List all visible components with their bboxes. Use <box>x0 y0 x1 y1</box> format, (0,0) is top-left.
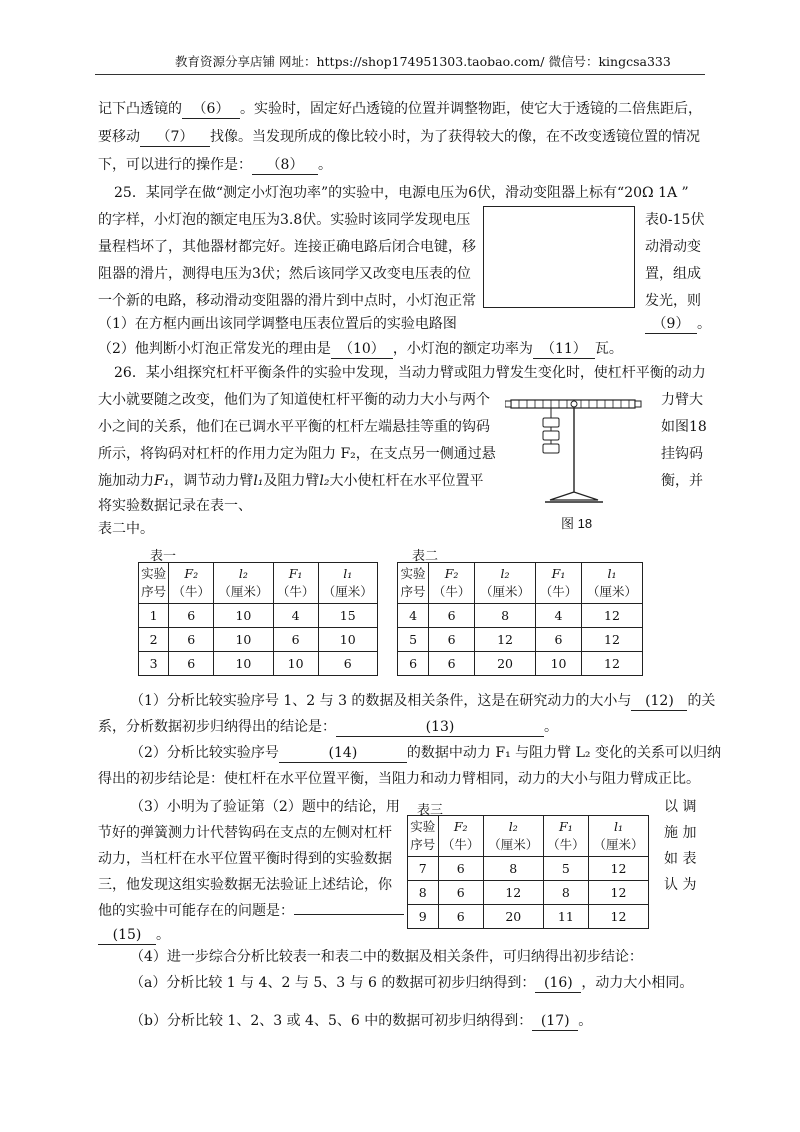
q25-line: （9） 。 <box>645 313 711 335</box>
q26-line: 如图18 <box>661 419 707 435</box>
table-cell: 12 <box>589 905 649 929</box>
table-cell: 6 <box>169 628 214 652</box>
table-header-cell: F₁ （牛） <box>543 816 588 857</box>
part4b-line: （b）分析比较 1、2、3 或 4、5、6 中的数据可初步归纳得到： (17) 。 <box>130 1013 593 1029</box>
q26-line: 施加动力F₁，调节动力臂l₁及阻力臂l₂大小使杠杆在水平位置平 <box>98 473 484 489</box>
q25-line: （1）在方框内画出该同学调整电压表位置后的实验电路图 <box>98 316 457 332</box>
lever-figure <box>505 392 645 510</box>
q25-line: 量程档坏了，其他器材都完好。连接正确电路后闭合电键，移 <box>98 239 476 255</box>
q26-line: 力臂大 <box>661 392 703 408</box>
part2-line: 得出的初步结论是：使杠杆在水平位置平衡，当阻力和动力臂相同，动力的大小与阻力臂成正比。 <box>98 771 700 787</box>
table-cell: 12 <box>582 604 643 628</box>
part3-line: 施 加 <box>664 825 697 841</box>
table-header-cell: F₂ （牛） <box>169 563 214 604</box>
q26-line: 衡，并 <box>661 473 703 489</box>
table-cell: 12 <box>483 881 543 905</box>
table-row <box>398 652 643 676</box>
table-cell: 6 <box>429 604 475 628</box>
table-cell: 10 <box>318 628 377 652</box>
table-cell: 12 <box>475 628 536 652</box>
table-header-row <box>398 563 643 604</box>
text-line: 记下凸透镜的 （6） 。实验时，固定好凸透镜的位置并调整物距，使它大于透镜的二倍焦距后， <box>98 101 702 117</box>
header-rule <box>95 74 705 75</box>
q25-line: （2）他判断小灯泡正常发光的理由是 （10） ，小灯泡的额定功率为 （11） 瓦。 <box>98 341 623 357</box>
table-row <box>139 628 378 652</box>
table-header-cell: 实验 序号 <box>398 563 429 604</box>
table-cell: 5 <box>398 628 429 652</box>
q25-line: 25．某同学在做“测定小灯泡功率”的实验中，电源电压为6伏，滑动变阻器上标有“20Ω 1A ” <box>114 185 689 201</box>
q26-line: 小之间的关系，他们在已调水平平衡的杠杆左端悬挂等重的钩码 <box>98 419 490 435</box>
q26-line: 将实验数据记录在表一、 <box>98 498 252 514</box>
table-cell: 6 <box>169 652 214 676</box>
q26-line: 表二中。 <box>98 521 154 537</box>
table-cell: 8 <box>408 881 439 905</box>
table-header-cell: l₁ （厘米） <box>318 563 377 604</box>
table-cell: 20 <box>475 652 536 676</box>
part3-line: 他的实验中可能存在的问题是： <box>98 900 404 922</box>
table-cell: 6 <box>398 652 429 676</box>
part4a-line: （a）分析比较 1 与 4、2 与 5、3 与 6 的数据可初步归纳得到： (16) ，动力大小相同。 <box>130 975 694 991</box>
part3-line: 节好的弹簧测力计代替钩码在支点的左侧对杠杆 <box>98 825 392 841</box>
q25-line: 阻器的滑片，测得电压为3伏；然后该同学又改变电压表的位 <box>98 266 471 282</box>
part3-line: 动力，当杠杆在水平位置平衡时得到的实验数据 <box>98 851 392 867</box>
table-header-row <box>408 816 649 857</box>
table-cell: 15 <box>318 604 377 628</box>
table-cell: 11 <box>543 905 588 929</box>
table-header-cell: F₁ （牛） <box>536 563 582 604</box>
circuit-drawing-box <box>483 206 635 308</box>
part3-line: 如 表 <box>664 851 697 867</box>
table-row <box>408 857 649 881</box>
q25-line: 置，组成 <box>645 266 701 282</box>
table-cell: 9 <box>408 905 439 929</box>
table-cell: 6 <box>318 652 377 676</box>
table-row <box>398 604 643 628</box>
table-cell: 10 <box>214 652 273 676</box>
text-line: 要移动 （7） 找像。当发现所成的像比较小时，为了获得较大的像，在不改变透镜位置的情况 <box>98 129 700 145</box>
part1-line: 系，分析数据初步归纳得出的结论是： (13) 。 <box>98 719 558 735</box>
table-row <box>408 881 649 905</box>
table-header-cell: l₂ （厘米） <box>475 563 536 604</box>
table-cell: 2 <box>139 628 169 652</box>
q25-line: 的字样，小灯泡的额定电压为3.8伏。实验时该同学发现电压 <box>98 212 471 228</box>
table-row <box>398 628 643 652</box>
table-cell: 8 <box>475 604 536 628</box>
table-header-cell: l₁ （厘米） <box>589 816 649 857</box>
table1 <box>138 562 378 676</box>
part1-line: （1）分析比较实验序号 1、2 与 3 的数据及相关条件，这是在研究动力的大小与 (12) 的关 <box>130 693 716 709</box>
table-cell: 8 <box>483 857 543 881</box>
table-cell: 6 <box>438 905 483 929</box>
q26-line: 大小就要随之改变，他们为了知道使杠杆平衡的动力大小与两个 <box>98 392 490 408</box>
table-header-cell: l₂ （厘米） <box>483 816 543 857</box>
table-cell: 10 <box>536 652 582 676</box>
table-cell: 12 <box>582 652 643 676</box>
part3-line: 三，他发现这组实验数据无法验证上述结论，你 <box>98 877 392 893</box>
table-cell: 6 <box>169 604 214 628</box>
table-header-cell: l₂ （厘米） <box>214 563 273 604</box>
text-line: 下，可以进行的操作是： （8） 。 <box>98 157 332 173</box>
table-cell: 10 <box>214 604 273 628</box>
table2 <box>397 562 643 676</box>
table-cell: 6 <box>438 857 483 881</box>
q25-line: 表0-15伏 <box>645 212 705 228</box>
table-header-cell: F₂ （牛） <box>438 816 483 857</box>
table-header-cell: l₁ （厘米） <box>582 563 643 604</box>
q25-line: 动滑动变 <box>645 239 701 255</box>
part3-line: 以 调 <box>664 799 697 815</box>
table-row <box>408 905 649 929</box>
table2-caption: 表二 <box>412 549 439 564</box>
table-cell: 8 <box>543 881 588 905</box>
q26-line: 26．某小组探究杠杆平衡条件的实验中发现，当动力臂或阻力臂发生变化时，使杠杆平衡的动力 <box>114 365 706 381</box>
table-cell: 6 <box>273 628 318 652</box>
q25-line: 发光，则 <box>645 293 701 309</box>
figure-caption: 图 18 <box>561 516 593 531</box>
table-header-cell: F₁ （牛） <box>273 563 318 604</box>
table-cell: 3 <box>139 652 169 676</box>
table-row <box>139 604 378 628</box>
q26-line: 挂钩码 <box>661 446 703 462</box>
table3-caption: 表三 <box>417 803 444 818</box>
table-cell: 10 <box>214 628 273 652</box>
table-cell: 20 <box>483 905 543 929</box>
table-header-cell: 实验 序号 <box>408 816 439 857</box>
table-row <box>139 652 378 676</box>
table-cell: 6 <box>536 628 582 652</box>
q26-line: 所示，将钩码对杠杆的作用力定为阻力 F₂，在支点另一侧通过悬 <box>98 446 496 462</box>
table-header-row <box>139 563 378 604</box>
part3-line: 认 为 <box>664 877 697 893</box>
part3-line: （3）小明为了验证第（2）题中的结论，用 <box>130 799 400 815</box>
table3 <box>407 815 649 929</box>
table-cell: 6 <box>429 628 475 652</box>
table-cell: 4 <box>536 604 582 628</box>
table-cell: 7 <box>408 857 439 881</box>
page-header: 教育资源分享店铺 网址：https://shop174951303.taobao.com/ 微信号：kingcsa333 <box>175 54 671 69</box>
q25-line: 一个新的电路，移动滑动变阻器的滑片到中点时，小灯泡正常 <box>98 293 476 309</box>
table-cell: 4 <box>273 604 318 628</box>
table-cell: 12 <box>589 857 649 881</box>
table-cell: 6 <box>429 652 475 676</box>
table-cell: 10 <box>273 652 318 676</box>
table-cell: 12 <box>582 628 643 652</box>
table-cell: 5 <box>543 857 588 881</box>
table1-caption: 表一 <box>150 549 177 564</box>
table-header-cell: 实验 序号 <box>139 563 169 604</box>
table-cell: 1 <box>139 604 169 628</box>
part4-line: （4）进一步综合分析比较表一和表二中的数据及相关条件，可归纳得出初步结论： <box>130 949 643 965</box>
table-cell: 12 <box>589 881 649 905</box>
part2-line: （2）分析比较实验序号 (14) 的数据中动力 F₁ 与阻力臂 L₂ 变化的关系可以归纳 <box>130 745 721 761</box>
table-cell: 6 <box>438 881 483 905</box>
table-header-cell: F₂ （牛） <box>429 563 475 604</box>
table-cell: 4 <box>398 604 429 628</box>
part3-line: (15) 。 <box>98 924 170 946</box>
